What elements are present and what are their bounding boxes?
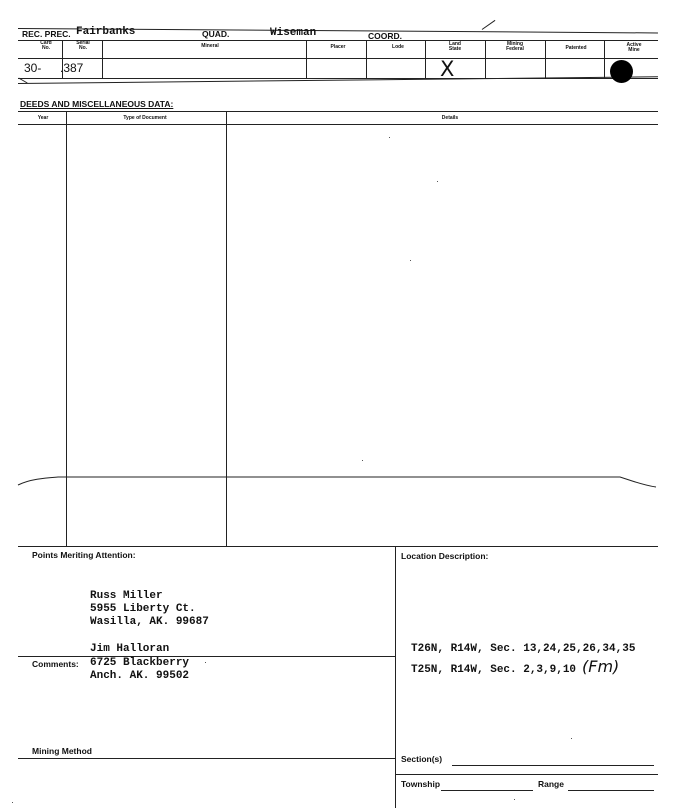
dust-dot xyxy=(437,181,438,182)
deeds-title: DEEDS AND MISCELLANEOUS DATA: xyxy=(20,99,174,109)
deeds-col-details: Details xyxy=(441,115,459,121)
mining-method-rule xyxy=(18,758,395,759)
header-rule-2 xyxy=(18,40,658,41)
points-line-1: Russ Miller xyxy=(90,590,163,602)
location-label: Location Description: xyxy=(401,551,489,561)
col-div-6 xyxy=(485,40,486,78)
range-fill-line xyxy=(568,790,654,791)
lower-center-divider xyxy=(395,546,396,808)
points-line-4: Jim Halloran xyxy=(90,643,170,655)
dust-dot xyxy=(389,137,390,138)
comments-line-2: Anch. AK. 99502 xyxy=(90,670,190,682)
col-placer: Placer xyxy=(330,44,346,50)
township-label: Township xyxy=(401,779,441,789)
dust-dot xyxy=(205,662,206,663)
scan-fold-line xyxy=(0,468,678,498)
comments-label: Comments: xyxy=(32,659,79,669)
col-land-status: Land State xyxy=(448,41,462,52)
points-label: Points Meriting Attention: xyxy=(32,550,136,560)
lower-top-rule xyxy=(18,546,658,547)
col-mineral: Mineral xyxy=(201,43,219,49)
location-line-1: T26N, R14W, Sec. 13,24,25,26,34,35 xyxy=(411,643,636,655)
quad-value: Wiseman xyxy=(270,27,317,39)
dust-dot xyxy=(410,260,411,261)
col-div-8 xyxy=(604,40,605,78)
header-rule-3 xyxy=(18,58,658,59)
points-line-3: Wasilla, AK. 99687 xyxy=(90,616,209,628)
range-label: Range xyxy=(538,779,564,789)
land-status-x-mark: X xyxy=(440,57,455,81)
col-div-4 xyxy=(366,40,367,78)
card-no-value: 30- xyxy=(24,61,42,75)
rec-prec-label: REC. PREC. xyxy=(22,29,71,39)
coord-label: COORD. xyxy=(368,31,402,41)
sections-label: Section(s) xyxy=(401,754,443,764)
township-fill-line xyxy=(441,790,533,791)
col-div-3 xyxy=(306,40,307,78)
location-line-2: T25N, R14W, Sec. 2,3,9,10 xyxy=(411,664,577,676)
col-div-5 xyxy=(425,40,426,78)
serial-no-value: .387 xyxy=(60,61,84,75)
col-div-7 xyxy=(545,40,546,78)
sections-fill-line xyxy=(452,765,654,766)
coord-pen-stroke xyxy=(482,20,496,30)
dust-dot xyxy=(571,738,572,739)
col-card-no: Card No. xyxy=(40,40,52,51)
col-patented: Patented xyxy=(565,45,587,51)
col-lode: Lode xyxy=(392,44,404,50)
deeds-col-year: Year xyxy=(37,115,49,121)
col-div-2 xyxy=(102,40,103,78)
mining-method-label: Mining Method xyxy=(32,746,92,756)
col-active-mine: Active Mine xyxy=(626,42,642,53)
deeds-col-type: Type of Document xyxy=(123,115,167,121)
deeds-rule-head xyxy=(18,124,658,125)
active-mine-filled-dot xyxy=(610,60,633,83)
dust-dot xyxy=(362,460,363,461)
deeds-rule-top xyxy=(18,111,658,112)
dust-dot xyxy=(12,802,13,803)
dust-dot xyxy=(514,799,515,800)
location-handwritten-note: (Fm) xyxy=(582,657,620,676)
comments-rule xyxy=(18,656,395,657)
quad-label: QUAD. xyxy=(202,29,230,39)
col-serial-no: Serial No. xyxy=(76,40,90,51)
comments-line-1: 6725 Blackberry xyxy=(90,657,190,669)
points-line-2: 5955 Liberty Ct. xyxy=(90,603,196,615)
col-mining-federal: Mining Federal xyxy=(506,41,524,52)
rec-prec-value: Fairbanks xyxy=(76,26,136,38)
footer-rule xyxy=(395,774,658,775)
